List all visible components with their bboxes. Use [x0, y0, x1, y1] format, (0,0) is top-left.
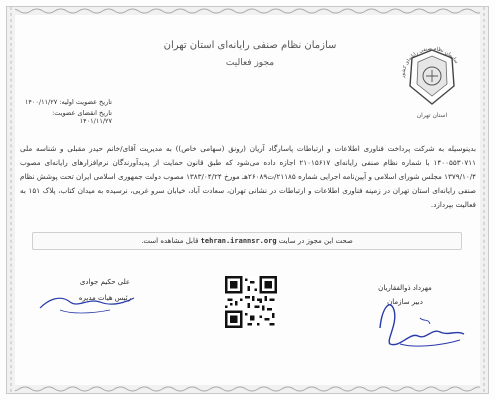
- border-pattern-right: [480, 7, 488, 393]
- seal-caption: استان تهران: [416, 112, 448, 119]
- border-pattern-top: [7, 7, 488, 15]
- secretary-role: دبیر سازمان: [387, 298, 423, 306]
- secretary-name: مهرداد ذوالفقاریان: [378, 284, 432, 292]
- border-pattern-left: [7, 7, 15, 393]
- document-subtitle: مجوز فعالیت: [225, 58, 275, 68]
- document-title: سازمان نظام صنفی رایانه‌ای استان تهران: [163, 40, 337, 51]
- chairman-name: علی حکیم جوادی: [79, 278, 131, 286]
- license-body-text: بدینوسیله به شرکت پرداخت فناوری اطلاعات و ارتباطات پاسارگاد آریان (رونق (سهامی خاص)) به مدیریت آقای/خانم حیدر مقبلی و شناسه ملی ۱۴۰۰۵۵۳۰۷۱۱ با شماره نظام صنفی رایانه‌ای ۲۱۰۱۵۶۱۷ اجازه داده می‌شود که طبق قانون حمایت از پدیدآورندگان نرم‌افزارهای رایانه‌ای مصوب ۱۳۷۹/۱۰/۴ مجلس شورای اسلامی و آیین‌نامه اجرایی شماره ۲۱۱۸۵/ت۲۶۰۸۹هـ مورخ ۱۳۸۳/۰۴/۲۴ مصوب دولت جمهوری اسلامی ایران تحت پوشش نظام صنفی رایانه‌ای استان تهران در زمینه فناوری اطلاعات و ارتباطات در نشانی تهران، سعادت آباد، خیابان سرو غربی، نرسیده به میدان کتاب، پلاک ۱۵۱ به فعالیت بپردازد.: [20, 144, 477, 209]
- verification-box: [32, 232, 462, 250]
- border-pattern-bottom: [7, 385, 488, 393]
- chairman-signature-icon: [30, 280, 150, 320]
- verify-suffix: قابل مشاهده است.: [141, 237, 199, 245]
- issue-date: تاریخ عضویت اولیه: ۱۴۰۰/۱۱/۲۷: [24, 98, 112, 106]
- expire-date: تاریخ انقضای عضویت: ۱۴۰۱/۱۱/۲۷: [52, 109, 112, 125]
- verify-prefix: صحت این مجوز در سایت: [278, 237, 353, 245]
- verify-site-link[interactable]: tehran.irannsr.org: [200, 237, 277, 245]
- seal-ring-text: سازمان نظام صنفی رایانه‌ای کشور: [399, 45, 460, 79]
- organization-seal-icon: [392, 38, 472, 118]
- chairman-role: رئیس هیات مدیره: [78, 294, 132, 302]
- secretary-signature-icon: [360, 288, 480, 358]
- membership-dates: [22, 98, 112, 128]
- qr-code-icon[interactable]: [225, 276, 277, 328]
